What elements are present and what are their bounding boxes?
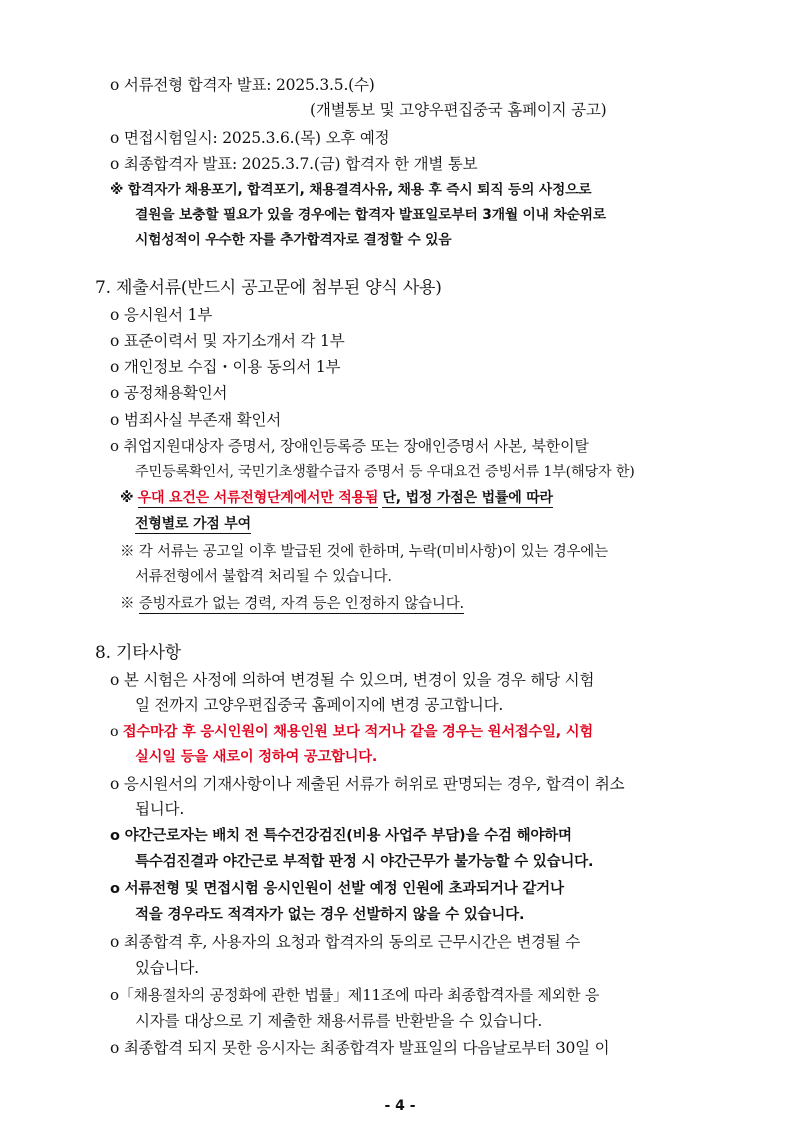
list-item-bold: 특수검진결과 야간근로 부적합 판정 시 야간근무가 불가능할 수 있습니다. bbox=[135, 854, 594, 870]
note-line bbox=[120, 594, 464, 614]
note-line: ※ 각 서류는 공고일 이후 발급된 것에 한하며, 누락(미비사항)이 있는 경우에는 bbox=[120, 544, 608, 560]
red-note-text: 우대 요건은 서류전형단계에서만 적용됨 bbox=[137, 490, 379, 506]
list-item: o 본 시험은 사정에 의하여 변경될 수 있으며, 변경이 있을 경우 해당 시험 bbox=[110, 671, 595, 689]
list-item: o 응시원서 1부 bbox=[110, 306, 213, 324]
note-text: 전형별로 가점 부여 bbox=[135, 516, 251, 532]
note-line: 시험성적이 우수한 자를 추가합격자로 결정할 수 있음 bbox=[135, 232, 452, 248]
section-title: 8. 기타사항 bbox=[95, 643, 181, 663]
bullet: o bbox=[110, 724, 119, 740]
list-item-bold: o 야간근로자는 배치 전 특수건강검진(비용 사업주 부담)을 수검 해야하며 bbox=[110, 828, 572, 844]
list-item-red bbox=[110, 722, 593, 742]
note-mark: ※ bbox=[120, 490, 134, 506]
note-line: 결원을 보충할 필요가 있을 경우에는 합격자 발표일로부터 3개월 이내 차순위로 bbox=[135, 207, 606, 223]
list-item: 일 전까지 고양우편집중국 홈페이지에 변경 공고합니다. bbox=[135, 696, 504, 714]
note-mark: ※ bbox=[120, 596, 135, 612]
highlight-note-cont bbox=[135, 514, 251, 534]
list-item: 있습니다. bbox=[135, 959, 199, 977]
note-line: ※ 합격자가 채용포기, 합격포기, 채용결격사유, 채용 후 즉시 퇴직 등의 사정으로 bbox=[110, 182, 592, 198]
list-item: o 공정채용확인서 bbox=[110, 384, 228, 402]
list-item: 됩니다. bbox=[135, 800, 185, 818]
highlight-note bbox=[120, 488, 553, 508]
list-item: o 최종합격 되지 못한 응시자는 최종합격자 발표일의 다음날로부터 30일 이 bbox=[110, 1039, 610, 1057]
doc-line: (개별통보 및 고양우편집중국 홈페이지 공고) bbox=[310, 101, 607, 119]
list-item: o 최종합격 후, 사용자의 요청과 합격자의 동의로 근무시간은 변경될 수 bbox=[110, 933, 581, 951]
doc-line: o 서류전형 합격자 발표: 2025.3.5.(수) bbox=[110, 76, 375, 94]
list-item-bold: o 서류전형 및 면접시험 응시인원이 선발 예정 인원에 초과되거나 같거나 bbox=[110, 881, 564, 897]
list-item: o 범죄사실 부존재 확인서 bbox=[110, 411, 282, 429]
page-number: - 4 - bbox=[384, 1098, 416, 1114]
list-item: o 표준이력서 및 자기소개서 각 1부 bbox=[110, 332, 345, 350]
list-item: 주민등록확인서, 국민기초생활수급자 증명서 등 우대요건 증빙서류 1부(해당자 한) bbox=[135, 464, 635, 480]
note-text: 증빙자료가 없는 경력, 자격 등은 인정하지 않습니다. bbox=[138, 596, 464, 612]
red-text: 실시일 등을 새로이 정하여 공고합니다. bbox=[135, 749, 378, 765]
doc-line: o 최종합격자 발표: 2025.3.7.(금) 합격자 한 개별 통보 bbox=[110, 155, 478, 173]
section-title: 7. 제출서류(반드시 공고문에 첨부된 양식 사용) bbox=[95, 278, 442, 298]
doc-line: o 면접시험일시: 2025.3.6.(목) 오후 예정 bbox=[110, 129, 390, 147]
list-item: o「채용절차의 공정화에 관한 법률」제11조에 따라 최종합격자를 제외한 응 bbox=[110, 986, 600, 1004]
red-text: 접수마감 후 응시인원이 채용인원 보다 적거나 같을 경우는 원서접수일, 시험 bbox=[122, 724, 593, 740]
note-text: 단, 법정 가점은 법률에 따라 bbox=[382, 490, 553, 506]
list-item: o 응시원서의 기재사항이나 제출된 서류가 허위로 판명되는 경우, 합격이 취소 bbox=[110, 775, 625, 793]
list-item: 시자를 대상으로 기 제출한 채용서류를 반환받을 수 있습니다. bbox=[135, 1012, 543, 1030]
list-item: o 개인정보 수집・이용 동의서 1부 bbox=[110, 358, 341, 376]
list-item-bold: 적을 경우라도 적격자가 없는 경우 선발하지 않을 수 있습니다. bbox=[135, 907, 525, 923]
note-line: 서류전형에서 불합격 처리될 수 있습니다. bbox=[135, 569, 392, 585]
list-item: o 취업지원대상자 증명서, 장애인등록증 또는 장애인증명서 사본, 북한이탈 bbox=[110, 437, 589, 455]
